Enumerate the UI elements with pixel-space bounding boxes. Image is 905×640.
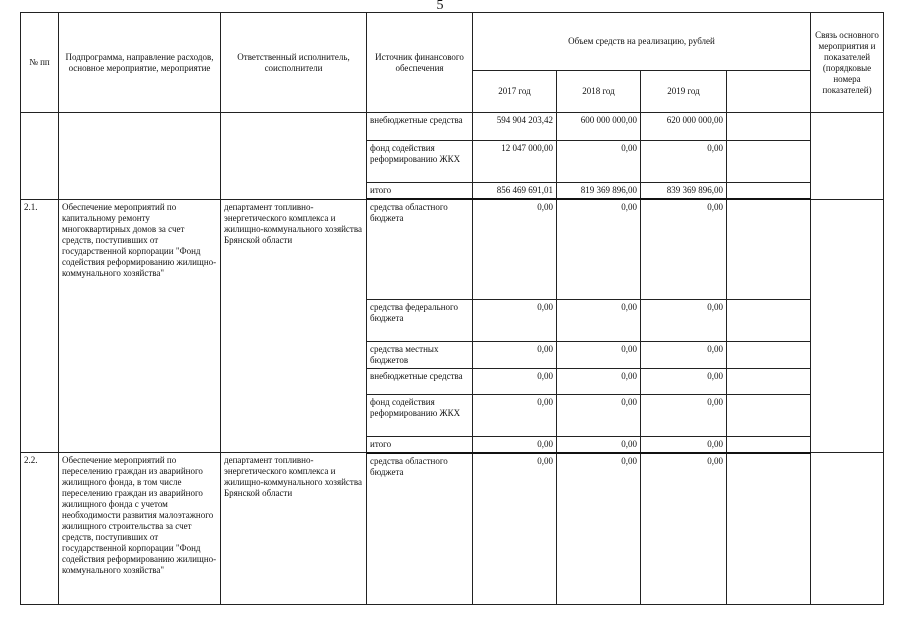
value-2019: 839 369 896,00 xyxy=(641,183,727,200)
header-volume: Объем средств на реализацию, рублей xyxy=(473,13,811,71)
item-title: Обеспечение мероприятий по капитальному ремонту многоквартирных домов за счет средств, поступивших от государственной корпорации "Фонд содействия реформированию жилищно-коммунального хозяйства" xyxy=(59,199,221,453)
source-cell: средства местных бюджетов xyxy=(367,341,473,368)
source-cell: средства областного бюджета xyxy=(367,199,473,299)
header-link: Связь основного мероприятия и показателей (порядковые номера показателей) xyxy=(811,13,884,113)
value-2018: 0,00 xyxy=(557,436,641,453)
value-2019: 0,00 xyxy=(641,394,727,436)
value-2018: 0,00 xyxy=(557,394,641,436)
item-executor: департамент топливно-энергетического комплекса и жилищно-коммунального хозяйства Брянской области xyxy=(221,453,367,605)
value-2017: 0,00 xyxy=(473,341,557,368)
source-cell: фонд содействия реформированию ЖКХ xyxy=(367,141,473,183)
value-2017: 856 469 691,01 xyxy=(473,183,557,200)
source-cell: средства федерального бюджета xyxy=(367,299,473,341)
value-2019: 0,00 xyxy=(641,368,727,394)
value-2017: 0,00 xyxy=(473,436,557,453)
source-cell: итого xyxy=(367,436,473,453)
header-executor: Ответственный исполнитель, соисполнители xyxy=(221,13,367,113)
value-2018: 819 369 896,00 xyxy=(557,183,641,200)
value-2018: 0,00 xyxy=(557,341,641,368)
table-row xyxy=(21,453,884,605)
header-source: Источник финансового обеспечения xyxy=(367,13,473,113)
header-empty xyxy=(727,71,811,113)
source-cell: итого xyxy=(367,183,473,200)
value-2019: 0,00 xyxy=(641,436,727,453)
value-2017: 0,00 xyxy=(473,368,557,394)
value-2017: 12 047 000,00 xyxy=(473,141,557,183)
item-number: 2.2. xyxy=(21,453,59,605)
value-2017: 594 904 203,42 xyxy=(473,113,557,141)
source-cell: внебюджетные средства xyxy=(367,368,473,394)
value-2019: 0,00 xyxy=(641,453,727,605)
source-cell: внебюджетные средства xyxy=(367,113,473,141)
value-2018: 0,00 xyxy=(557,299,641,341)
header-row-1 xyxy=(21,13,884,71)
value-2017: 0,00 xyxy=(473,394,557,436)
item-executor: департамент топливно-энергетического комплекса и жилищно-коммунального хозяйства Брянской области xyxy=(221,199,367,453)
source-cell: фонд содействия реформированию ЖКХ xyxy=(367,394,473,436)
item-number: 2.1. xyxy=(21,199,59,453)
value-2019: 0,00 xyxy=(641,199,727,299)
table-row xyxy=(21,113,884,141)
header-2017: 2017 год xyxy=(473,71,557,113)
value-2019: 0,00 xyxy=(641,141,727,183)
value-2019: 0,00 xyxy=(641,341,727,368)
value-2019: 0,00 xyxy=(641,299,727,341)
value-2018: 0,00 xyxy=(557,368,641,394)
header-num: № пп xyxy=(21,13,59,113)
funding-table xyxy=(20,12,884,605)
value-2018: 600 000 000,00 xyxy=(557,113,641,141)
header-subprogram: Подпрограмма, направление расходов, основное мероприятие, мероприятие xyxy=(59,13,221,113)
value-2017: 0,00 xyxy=(473,199,557,299)
value-2018: 0,00 xyxy=(557,453,641,605)
value-2017: 0,00 xyxy=(473,299,557,341)
header-2019: 2019 год xyxy=(641,71,727,113)
header-2018: 2018 год xyxy=(557,71,641,113)
source-cell: средства областного бюджета xyxy=(367,453,473,605)
value-2018: 0,00 xyxy=(557,141,641,183)
value-2017: 0,00 xyxy=(473,453,557,605)
value-2018: 0,00 xyxy=(557,199,641,299)
value-2019: 620 000 000,00 xyxy=(641,113,727,141)
item-title: Обеспечение мероприятий по переселению граждан из аварийного жилищного фонда, в том числе переселению граждан из аварийного жилищного фонда с учетом необходимости развития малоэтажного жилищного строительства за счет средств, поступивших от государственной корпорации "Фонд содействия реформированию жилищно-коммунального хозяйства" xyxy=(59,453,221,605)
page-number: 5 xyxy=(436,0,444,13)
table-row xyxy=(21,199,884,299)
